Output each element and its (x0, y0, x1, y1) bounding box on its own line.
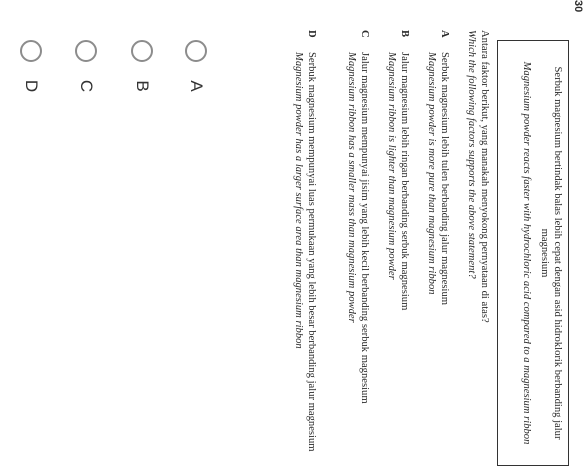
statement-box (497, 40, 569, 466)
option-d[interactable] (20, 40, 42, 110)
statement-ms: Serbuk magnesium bertindak balas lebih cepat dengan asid hidroklorik berbanding jalur magnesium (539, 66, 563, 440)
answer-b-en: Magnesium ribbon is lighter than magnesium powder (386, 52, 397, 280)
option-a-radio[interactable] (185, 40, 207, 62)
prompt-en: Which the following factors supports the above statement? (466, 30, 477, 279)
question-scan (242, 0, 588, 476)
option-b[interactable] (131, 40, 153, 110)
answer-c-ms: Jalur magnesium mempunyai jisim yang lebih kecil berbanding serbuk magnesium (359, 52, 370, 404)
answer-a-letter: A (439, 30, 450, 38)
option-b-radio[interactable] (131, 40, 153, 62)
answer-c-en: Magnesium ribbon has a smaller mass than magnesium powder (346, 52, 357, 323)
option-c[interactable] (75, 40, 97, 110)
answer-d-ms: Serbuk magnesium mempunyai luas permukaan yang lebih besar berbanding jalur magnesium (306, 52, 317, 452)
option-a[interactable] (185, 40, 207, 110)
prompt-ms: Antara faktor berikut, yang manakah menyokong pernyataan di atas? (479, 30, 490, 323)
option-b-label: B (133, 80, 152, 92)
question-number: 30 (572, 0, 584, 13)
option-a-label: A (187, 80, 206, 92)
answer-c-letter: C (359, 30, 370, 38)
answer-b-ms: Jalur magnesium lebih ringan berbanding serbuk magnesium (399, 52, 410, 311)
option-d-label: D (22, 79, 41, 93)
answer-d-en: Magnesium powder has a larger surface area than magnesium ribbon (293, 52, 304, 349)
option-c-label: C (77, 79, 96, 93)
option-d-radio[interactable] (20, 40, 42, 62)
answer-b-letter: B (399, 30, 410, 38)
answer-d-letter: D (306, 30, 317, 38)
answer-a-ms: Serbuk magnesium lebih tulen berbanding jalur magnesium (439, 52, 450, 306)
option-c-radio[interactable] (75, 40, 97, 62)
statement-en: Magnesium powder reacts faster with hydrochloric acid compared to a magnesium ribbon (521, 61, 532, 445)
answer-a-en: Magnesium powder is more pure than magnesium ribbon (426, 52, 437, 295)
question-page (242, 0, 588, 476)
question-prompt (465, 30, 491, 470)
